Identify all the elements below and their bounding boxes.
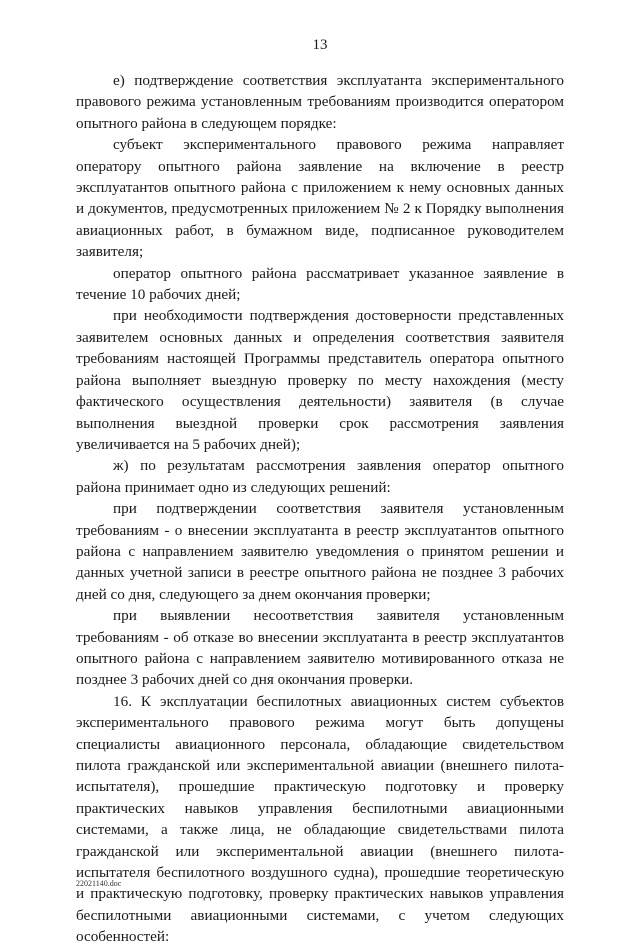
paragraph-e: е) подтверждение соответствия эксплуатанта экспериментального правового режима установленным требованиям производится оператором опытного района в следующем порядке: bbox=[76, 72, 564, 132]
paragraph-review-period: оператор опытного района рассматривает указанное заявление в течение 10 рабочих дней; bbox=[76, 264, 564, 304]
paragraph-zh: ж) по результатам рассмотрения заявления оператор опытного района принимает одно из следующих решений: bbox=[76, 457, 564, 496]
paragraph-refusal-decision: при выявлении несоответствия заявителя установленным требованиям - об отказе во внесении эксплуатанта в реестр эксплуатантов опытного района с направлением заявителю мотивированного отказа не позднее 3 рабочих дней со дня окончания проверки. bbox=[76, 607, 564, 689]
paragraph-16: 16. К эксплуатации беспилотных авиационных систем субъектов экспериментального правового режима могут быть допущены специалисты авиационного персонала, обладающие свидетельством пилота гражданской или экспериментальной авиации (внешнего пилота-испытателя), прошедшие практическую подготовку и проверку практических навыков управления беспилотными авиационными системами, а также лица, не обладающие свидетельствами пилота гражданской или экспериментальной авиации (внешнего пилота-испытателя беспилотного воздушного судна), прошедшие теоретическую и практическую подготовку, проверку практических навыков управления беспилотными авиационными системами, с учетом следующих особенностей: bbox=[76, 692, 564, 946]
page-number: 13 bbox=[312, 37, 328, 53]
paragraph-application-submission: субъект экспериментального правового режима направляет оператору опытного района заявление на включение в реестр эксплуатантов опытного района с приложением к нему основных данных и документов, предусмотренных приложением № 2 к Порядку выполнения авиационных работ, в бумажном виде, подписанное руководителем заявителя; bbox=[76, 136, 564, 261]
file-code: 22021140.doc bbox=[76, 879, 122, 888]
paragraph-approval-decision: при подтверждении соответствия заявителя установленным требованиям - о внесении эксплуатанта в реестр эксплуатантов опытного района с направлением заявителю уведомления о принятом решении и данных учетной записи в реестре опытного района не позднее 3 рабочих дней со дня, следующего за днем окончания проверки; bbox=[76, 500, 564, 603]
document-body bbox=[76, 70, 564, 948]
paragraph-onsite-inspection: при необходимости подтверждения достоверности представленных заявителем основных данных и определения соответствия заявителя требованиям настоящей Программы представитель оператора опытного района выполняет выездную проверку по месту нахождения (месту фактического осуществления деятельности) заявителя (в случае выполнения выездной проверки срок рассмотрения заявления увеличивается на 5 рабочих дней); bbox=[76, 307, 564, 453]
